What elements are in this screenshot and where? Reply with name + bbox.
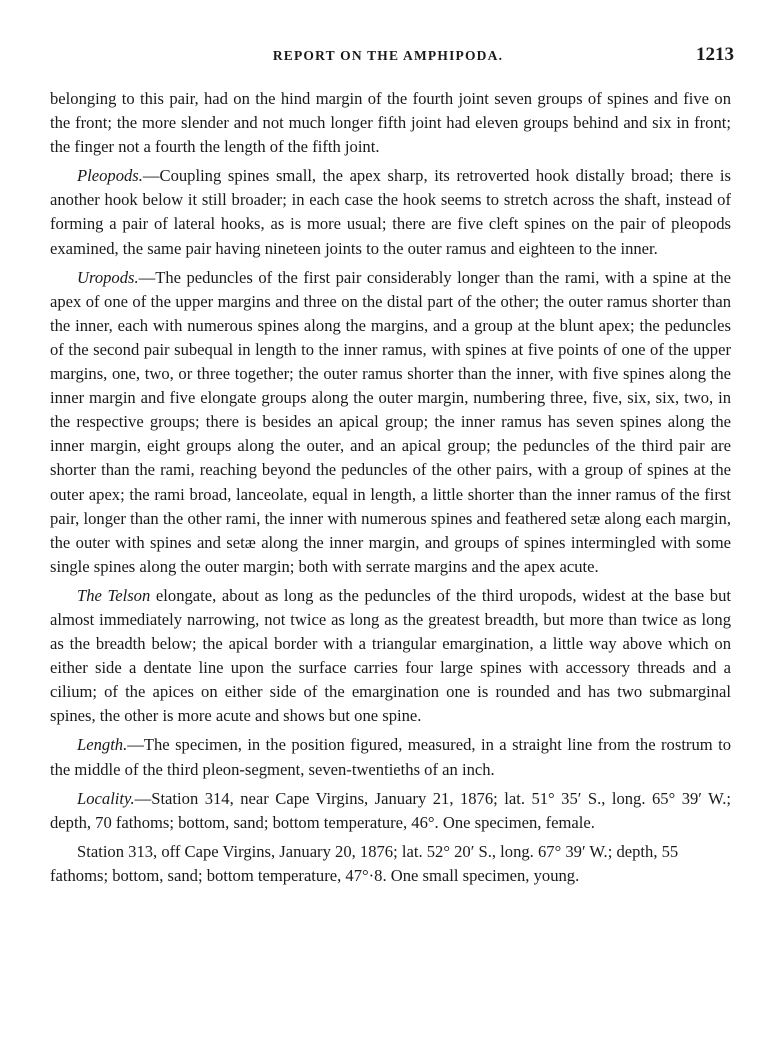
paragraph-text: belonging to this pair, had on the hind margin of the fourth joint seven groups of spines and five on the front; the more slender and not much longer fifth joint had eleven groups behind and six in front; the finger not a fourth the length of the fifth joint.	[50, 89, 731, 157]
paragraph-lead: Locality.	[77, 788, 135, 808]
paragraph-lead: Pleopods.	[77, 166, 143, 186]
paragraph-text: —The specimen, in the position figured, measured, in a straight line from the rostrum to the middle of the third pleon-segment, seven-twentieths of an inch.	[50, 735, 731, 779]
paragraph-station-313	[50, 840, 731, 888]
paragraph-locality	[50, 787, 731, 835]
paragraph-text: Station 313, off Cape Virgins, January 20, 1876; lat. 52° 20′ S., long. 67° 39′ W.; depth, 55 fathoms; bottom, sand; bottom temperature, 47°·8. One small specimen, young.	[50, 841, 679, 885]
paragraph-uropods	[50, 266, 731, 579]
paragraph-text: elongate, about as long as the peduncles of the third uropods, widest at the base but almost immediately narrowing, not twice as long as the greatest breadth, but more than twice as long as the breadth below; the apical border with a triangular emargination, a little way above which on either side a dentate line upon the surface carries four large spines with accessory threads and a cilium; of the apices on either side of the emargination one is rounded and has two submarginal spines, the other is more acute and shows but one spine.	[50, 585, 731, 726]
paragraph-text: —Coupling spines small, the apex sharp, its retroverted hook distally broad; there is another hook below it still broader; in each case the hook seems to stretch across the shaft, instead of forming a pair of lateral hooks, as is more usual; there are five cleft spines on the pair of pleopods examined, the same pair having nineteen joints to the outer ramus and eighteen to the inner.	[50, 166, 731, 258]
paragraph-lead: Length.	[77, 735, 128, 755]
paragraph-telson	[50, 584, 731, 729]
paragraph-text: —The peduncles of the first pair considerably longer than the rami, with a spine at the apex of one of the upper margins and three on the distal part of the other; the outer ramus shorter than the inner, each with numerous spines along the margins, and a group at the blunt apex; the peduncles of the second pair subequal in length to the inner ramus, with spines at five points of one of the upper margins, one, two, or three together; the outer ramus shorter than the inner, with five spines along the inner margin and five elongate groups along the outer margin, numbering three, five, six, six, two, in the respective groups; there is besides an apical group; the inner ramus has seven spines along the inner margin, eight groups along the outer, and an apical group; the peduncles of the third pair are shorter than the rami, reaching beyond the peduncles of the other pairs, with a group of spines at the outer apex; the rami broad, lanceolate, equal in length, a little shorter than the inner ramus of the first pair, longer than the other rami, the inner with numerous spines and feathered setæ along each margin, the outer with spines and setæ along the inner margin, and groups of spines intermingled with some single spines along the outer margin; both with serrate margins and the apex acute.	[50, 267, 731, 576]
paragraph-lead: The Telson	[77, 585, 151, 605]
paragraph-pleopods	[50, 164, 731, 260]
page-number: 1213	[696, 44, 734, 65]
page-header	[0, 44, 776, 68]
paragraph-text: —Station 314, near Cape Virgins, January 21, 1876; lat. 51° 35′ S., long. 65° 39′ W.; depth, 70 fathoms; bottom, sand; bottom temperature, 46°. One specimen, female.	[50, 788, 731, 832]
paragraph-length	[50, 733, 731, 781]
paragraph-lead: Uropods.	[77, 267, 139, 287]
running-title: REPORT ON THE AMPHIPODA.	[272, 48, 504, 63]
body-text	[50, 87, 731, 893]
paragraph-continuation	[50, 87, 731, 159]
